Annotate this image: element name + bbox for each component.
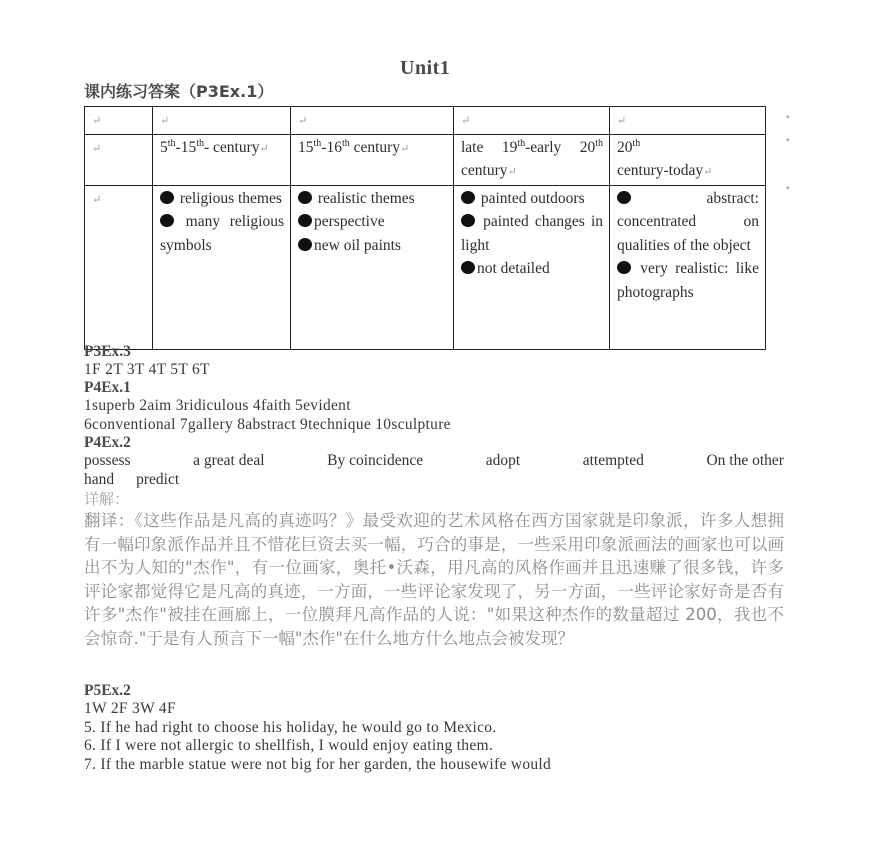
unit-title: Unit1 bbox=[400, 57, 451, 79]
answer-line: 1F 2T 3T 4T 5T 6T bbox=[84, 361, 210, 378]
row-end-mark-icon: ▪ bbox=[786, 183, 790, 194]
feature-item bbox=[160, 187, 284, 211]
paragraph-mark-icon: ↵ bbox=[507, 166, 517, 178]
sentence-line: 7. If the marble statue were not big for her garden, the housewife would bbox=[84, 755, 552, 773]
bullet-icon bbox=[298, 214, 312, 227]
exercise-heading: P3Ex.3 bbox=[84, 343, 131, 360]
period-cell bbox=[153, 134, 291, 185]
table-row-header bbox=[85, 107, 766, 135]
section-p4ex1 bbox=[84, 379, 784, 434]
bullet-icon bbox=[617, 261, 631, 274]
paragraph-mark-icon: ↵ bbox=[92, 115, 102, 127]
feature-text: religious themes bbox=[179, 189, 282, 207]
superscript: th bbox=[341, 137, 350, 149]
sentence-line: 5. If he had right to choose his holiday, he would go to Mexico. bbox=[84, 718, 497, 736]
bullet-icon bbox=[160, 191, 174, 204]
table-cell bbox=[454, 107, 610, 135]
superscript: th bbox=[595, 137, 604, 149]
period-text: - century bbox=[203, 138, 260, 156]
table-row-period bbox=[85, 134, 766, 185]
features-cell bbox=[454, 185, 610, 349]
word-bank-item: adopt bbox=[485, 452, 521, 469]
feature-text: many religious symbols bbox=[160, 213, 284, 254]
bullet-icon bbox=[298, 191, 312, 204]
word-bank-item: possess bbox=[84, 452, 131, 469]
paragraph-mark-icon: ↵ bbox=[259, 142, 269, 155]
answer-line: 1W 2F 3W 4F bbox=[84, 700, 176, 717]
paragraph-mark-icon: ↵ bbox=[298, 115, 308, 127]
paragraph-mark-icon: ↵ bbox=[461, 115, 471, 127]
paragraph-mark-icon: ↵ bbox=[92, 193, 102, 206]
word-bank-item: By coincidence bbox=[327, 452, 424, 469]
table-cell bbox=[291, 107, 454, 135]
translation-paragraph: 翻译：《这些作品是凡高的真迹吗？》最受欢迎的艺术风格在西方国家就是印象派，许多人想拥有一幅印象派作品并且不惜花巨资去买一幅，巧合的事是，一些采用印象派画法的画家也可以画出不为人知的"杰作"，有一位画家，奥托•沃森，用凡高的风格作画并且迅速赚了很多钱，许多评论家都觉得它是凡高的真迹，一方面，一些评论家发现了，另一方面，一些评论家好奇是否有许多"杰作"被挂在画廊上，一位膜拜凡高作品的人说："如果这种杰作的数量超过 200，我也不会惊奇."于是有人预言下一幅"杰作"在什么地方什么地点会被发现？ bbox=[84, 511, 784, 648]
explanation-label: 详解： bbox=[84, 490, 130, 508]
table-cell bbox=[610, 107, 766, 135]
features-cell bbox=[153, 185, 291, 349]
features-cell bbox=[610, 185, 766, 349]
superscript: th bbox=[313, 137, 322, 149]
paragraph-mark-icon: ↵ bbox=[92, 142, 102, 155]
feature-text: not detailed bbox=[477, 260, 550, 277]
period-text: 5 bbox=[160, 138, 168, 156]
feature-item bbox=[160, 210, 284, 257]
section-p4ex2 bbox=[84, 434, 784, 650]
word-bank-item: On the other bbox=[706, 452, 784, 469]
row-end-mark-icon: ▪ bbox=[786, 112, 790, 123]
period-text: -early 20 bbox=[525, 138, 596, 156]
table-cell bbox=[153, 107, 291, 135]
feature-text: realistic themes bbox=[317, 189, 415, 207]
feature-item bbox=[298, 187, 447, 211]
paragraph-mark-icon: ↵ bbox=[703, 166, 713, 178]
bullet-icon bbox=[461, 191, 475, 204]
exercise-heading: P5Ex.2 bbox=[84, 682, 131, 699]
answer-line: 6conventional 7gallery 8abstract 9technique 10sculpture bbox=[84, 415, 451, 433]
period-text: -15 bbox=[175, 138, 197, 156]
period-text: century bbox=[461, 162, 508, 179]
superscript: th bbox=[517, 137, 526, 149]
feature-item bbox=[298, 210, 447, 234]
feature-item bbox=[298, 234, 447, 258]
period-text: 15 bbox=[298, 138, 314, 156]
feature-text: abstract: concentrated on qualities of the object bbox=[617, 189, 759, 254]
exercise-heading: P4Ex.2 bbox=[84, 434, 131, 451]
feature-text: new oil paints bbox=[314, 236, 401, 254]
bullet-icon bbox=[461, 214, 475, 227]
bullet-icon bbox=[160, 214, 174, 227]
section-heading: 课内练习答案（P3Ex.1） bbox=[84, 82, 274, 101]
answer-line: 1superb 2aim 3ridiculous 4faith 5evident bbox=[84, 397, 351, 414]
features-cell bbox=[291, 185, 454, 349]
feature-text: painted changes in light bbox=[461, 213, 604, 254]
paragraph-mark-icon: ↵ bbox=[617, 115, 627, 127]
period-text: 20 bbox=[617, 138, 633, 156]
table-cell bbox=[85, 134, 153, 185]
superscript: th bbox=[167, 137, 176, 149]
period-cell bbox=[454, 134, 610, 185]
feature-item bbox=[617, 257, 759, 304]
answer-table bbox=[84, 106, 766, 350]
period-text: century bbox=[349, 138, 401, 156]
table-cell bbox=[85, 107, 153, 135]
period-cell bbox=[610, 134, 766, 185]
feature-item bbox=[461, 257, 603, 281]
section-p5ex2 bbox=[84, 682, 784, 774]
superscript: th bbox=[196, 137, 204, 149]
word-bank-line bbox=[84, 452, 784, 471]
feature-item bbox=[461, 210, 603, 257]
word-bank-item: predict bbox=[136, 470, 180, 488]
feature-text: very realistic: like photographs bbox=[617, 260, 759, 301]
feature-item bbox=[617, 187, 759, 258]
table-row-features bbox=[85, 185, 766, 349]
row-end-mark-icon: ▪ bbox=[786, 135, 790, 146]
feature-item bbox=[461, 187, 603, 211]
bullet-icon bbox=[461, 261, 475, 274]
word-bank-item: a great deal bbox=[193, 452, 265, 469]
table-cell bbox=[85, 185, 153, 349]
period-text: late 19 bbox=[461, 138, 518, 156]
word-bank-item: hand bbox=[84, 470, 115, 488]
paragraph-mark-icon: ↵ bbox=[400, 142, 410, 155]
paragraph-mark-icon: ↵ bbox=[160, 115, 170, 127]
word-bank-item: attempted bbox=[582, 452, 644, 469]
period-text: -16 bbox=[321, 138, 342, 156]
bullet-icon bbox=[617, 191, 631, 204]
feature-text: perspective bbox=[314, 213, 385, 230]
period-text: century-today bbox=[617, 162, 704, 179]
bullet-icon bbox=[298, 238, 312, 251]
sentence-line: 6. If I were not allergic to shellfish, I would enjoy eating them. bbox=[84, 737, 494, 754]
exercise-heading: P4Ex.1 bbox=[84, 379, 131, 396]
feature-text: painted outdoors bbox=[480, 189, 585, 207]
superscript: th bbox=[632, 137, 641, 149]
period-cell bbox=[291, 134, 454, 185]
word-bank-line bbox=[84, 471, 784, 490]
section-p3ex3 bbox=[84, 343, 784, 380]
